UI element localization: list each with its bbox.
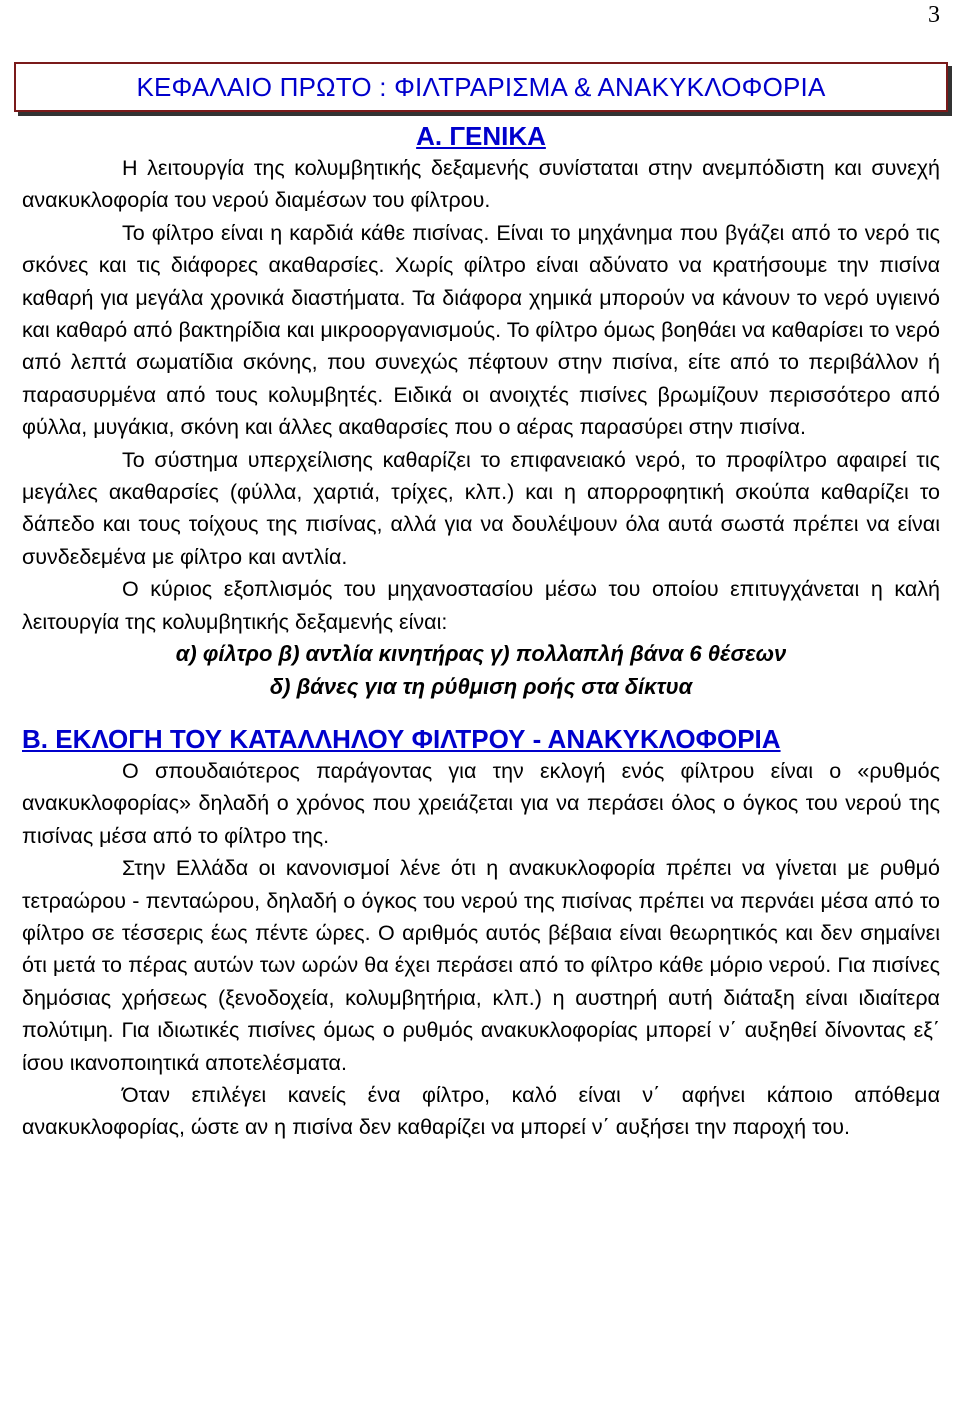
equipment-list-line-1: α) φίλτρο β) αντλία κινητήρας γ) πολλαπλή βάνα 6 θέσεων [175, 641, 787, 667]
section-a-paragraph-4: Ο κύριος εξοπλισμός του μηχανοστασίου μέσω του οποίου επιτυγχάνεται η καλή λειτουργία της κολυμβητικής δεξαμενής είναι: [22, 577, 940, 634]
equipment-list-line-2: δ) βάνες για τη ρύθμιση ροής στα δίκτυα [269, 673, 693, 699]
section-b-paragraph-1: Ο σπουδαιότερος παράγοντας για την εκλογή ενός φίλτρου είναι ο «ρυθμός ανακυκλοφορίας» δηλαδή ο χρόνος που χρειάζεται για να περάσει όλος ο όγκος του νερού της πισίνας μέσα από το φίλτρο της. [22, 758, 940, 848]
section-b-paragraph-2: Στην Ελλάδα οι κανονισμοί λένε ότι η ανακυκλοφορία πρέπει να γίνεται με ρυθμό τετραώρου - πενταώρου, δηλαδή ο όγκος του νερού της πισίνας πρέπει να περνάει μέσα από το φίλτρο σε τέσσερις έως πέντε ώρες. Ο αριθμός αυτός βέβαια είναι θεωρητικός και δεν σημαίνει ότι μετά το πέρας αυτών των ωρών θα έχει περάσει από το φίλτρο κάθε μόριο νερού. Για πισίνες δημόσιας χρήσεως (ξενοδοχεία, κολυμβητήρια, κλπ.) η αυστηρή αυτή διάταξη είναι ιδιαίτερα πολύτιμη. Για ιδιωτικές πισίνες όμως ο ρυθμός ανακυκλοφορίας μπορεί ν΄ αυξηθεί δίνοντας εξ΄ ίσου ικανοποιητικά αποτελέσματα. [22, 856, 940, 1075]
chapter-title-box [14, 62, 948, 112]
page-content [22, 120, 940, 1144]
section-a-paragraph-1: Η λειτουργία της κολυμβητικής δεξαμενής συνίσταται στην ανεμπόδιστη και συνεχή ανακυκλοφορία του νερού διαμέσων του φίλτρου. [22, 156, 940, 213]
page-number: 3 [928, 2, 940, 28]
section-a-paragraph-3: Το σύστημα υπερχείλισης καθαρίζει το επιφανειακό νερό, το προφίλτρο αφαιρεί τις μεγάλες ακαθαρσίες (φύλλα, χαρτιά, τρίχες, κλπ.) και η απορροφητική σκούπα καθαρίζει το δάπεδο και τους τοίχους της πισίνας, αλλά για να δουλέψουν όλα αυτά σωστά πρέπει να είναι συνδεδεμένα με φίλτρο και αντλία. [22, 447, 940, 569]
section-b-paragraph-3: Όταν επιλέγει κανείς ένα φίλτρο, καλό είναι ν΄ αφήνει κάποιο απόθεμα ανακυκλοφορίας, ώστε αν η πισίνα δεν καθαρίζει να μπορεί ν΄ αυξήσει την παροχή του. [22, 1082, 940, 1140]
chapter-title: ΚΕΦΑΛΑΙΟ ΠΡΩΤΟ : ΦΙΛΤΡΑΡΙΣΜΑ & ΑΝΑΚΥΚΛΟΦΟΡΙΑ [136, 71, 826, 102]
section-a-paragraph-2: Το φίλτρο είναι η καρδιά κάθε πισίνας. Είναι το μηχάνημα που βγάζει από το νερό τις σκόνες και τις διάφορες ακαθαρσίες. Χωρίς φίλτρο είναι αδύνατο να κρατήσουμε την πισίνα καθαρή για μεγάλα χρονικά διαστήματα. Τα διάφορα χημικά μπορούν να κάνουν το νερό υγιεινό και καθαρό από βακτηρίδια και μικροοργανισμούς. Το φίλτρο όμως βοηθάει να καθαρίσει το νερό από λεπτά σωματίδια σκόνης, που συνεχώς πέφτουν στην πισίνα, είτε από το περιβάλλον ή παρασυρμένα από τους κολυμβητές. Ειδικά οι ανοιχτές πισίνες βρωμίζουν περισσότερο από φύλλα, μυγάκια, σκόνη και άλλες ακαθαρσίες που ο αέρας παρασύρει στην πισίνα. [22, 220, 940, 440]
section-a-heading: Α. ΓΕΝΙΚΑ [416, 121, 546, 151]
section-b-heading: Β. ΕΚΛΟΓΗ ΤΟΥ ΚΑΤΑΛΛΗΛΟΥ ΦΙΛΤΡΟΥ - ΑΝΑΚΥΚΛΟΦΟΡΙΑ [22, 723, 781, 754]
